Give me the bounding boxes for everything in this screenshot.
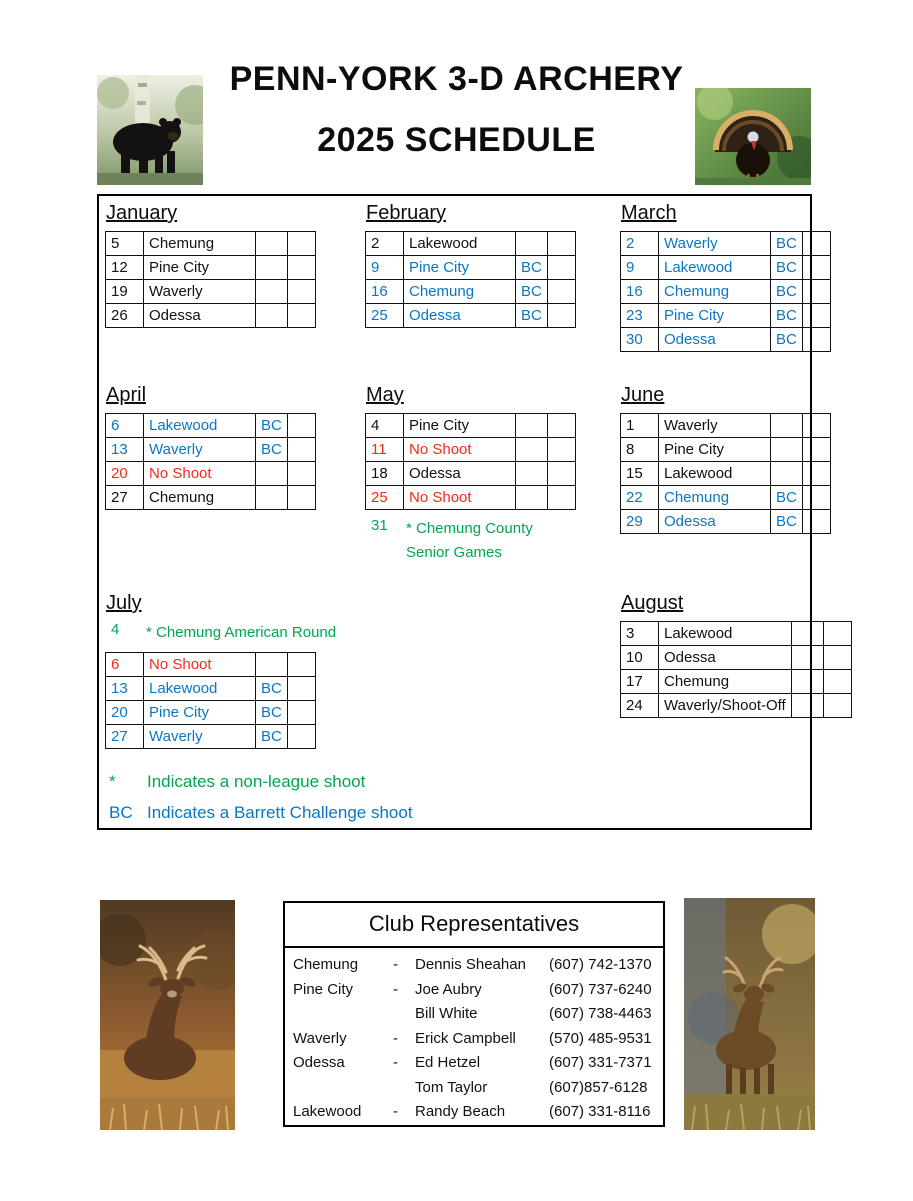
empty-cell — [803, 232, 831, 256]
empty-cell — [803, 462, 831, 486]
month-june — [620, 384, 831, 534]
schedule-row — [106, 653, 316, 677]
bc-cell: BC — [771, 328, 803, 352]
bc-cell: BC — [516, 280, 548, 304]
american-round-note — [106, 621, 336, 645]
schedule-row — [106, 304, 316, 328]
legend-non-league-text: Indicates a non-league shoot — [147, 772, 366, 791]
location-cell: Chemung — [659, 486, 771, 510]
bc-cell: BC — [771, 232, 803, 256]
date-cell: 27 — [106, 725, 144, 749]
schedule-row — [366, 438, 576, 462]
location-cell: Waverly — [659, 232, 771, 256]
location-cell: Chemung — [144, 232, 256, 256]
june-schedule-table — [620, 413, 831, 534]
bc-cell — [256, 280, 288, 304]
empty-cell — [803, 510, 831, 534]
rep-phone: (607) 331-8116 — [549, 1103, 651, 1120]
location-cell: Odessa — [659, 646, 792, 670]
bc-cell: BC — [771, 280, 803, 304]
empty-cell — [548, 486, 576, 510]
rep-dash: - — [393, 956, 398, 973]
schedule-row — [621, 232, 831, 256]
empty-cell — [288, 256, 316, 280]
bc-cell — [516, 438, 548, 462]
month-february — [365, 202, 576, 328]
bc-cell — [516, 486, 548, 510]
date-cell: 13 — [106, 677, 144, 701]
schedule-row — [106, 725, 316, 749]
legend — [105, 772, 413, 834]
bc-cell — [256, 462, 288, 486]
empty-cell — [288, 304, 316, 328]
date-cell: 16 — [621, 280, 659, 304]
date-cell: 10 — [621, 646, 659, 670]
schedule-row — [366, 304, 576, 328]
rep-name: Tom Taylor — [415, 1078, 488, 1096]
date-cell: 20 — [106, 701, 144, 725]
rep-name: Dennis Sheahan — [415, 956, 526, 973]
location-cell: Chemung — [404, 280, 516, 304]
rep-row — [293, 1100, 655, 1125]
empty-cell — [548, 462, 576, 486]
empty-cell — [288, 701, 316, 725]
schedule-row — [621, 510, 831, 534]
senior-games-note — [366, 517, 576, 565]
bc-cell — [256, 256, 288, 280]
empty-cell — [288, 486, 316, 510]
date-cell: 6 — [106, 653, 144, 677]
schedule-row — [366, 280, 576, 304]
empty-cell — [803, 438, 831, 462]
empty-cell — [548, 232, 576, 256]
schedule-row — [366, 462, 576, 486]
empty-cell — [548, 438, 576, 462]
bc-cell — [516, 462, 548, 486]
month-heading: August — [621, 592, 684, 614]
schedule-row — [621, 438, 831, 462]
empty-cell — [548, 256, 576, 280]
bc-cell — [771, 462, 803, 486]
location-cell: No Shoot — [144, 653, 256, 677]
bc-cell — [256, 232, 288, 256]
asterisk-symbol: * — [109, 772, 116, 791]
location-cell: Pine City — [144, 701, 256, 725]
bc-cell — [256, 653, 288, 677]
rep-dash — [393, 1002, 415, 1027]
location-cell: Pine City — [144, 256, 256, 280]
empty-cell — [288, 280, 316, 304]
date-cell: 2 — [621, 232, 659, 256]
empty-cell — [823, 622, 851, 646]
title-line-1: PENN-YORK 3-D ARCHERY — [229, 60, 684, 98]
club-representatives-title: Club Representatives — [285, 903, 663, 948]
empty-cell — [288, 725, 316, 749]
bc-cell: BC — [771, 304, 803, 328]
schedule-row — [621, 328, 831, 352]
april-schedule-table — [105, 413, 316, 510]
rep-club — [293, 1002, 393, 1027]
bc-cell: BC — [516, 304, 548, 328]
empty-cell — [823, 694, 851, 718]
date-cell: 23 — [621, 304, 659, 328]
bc-cell: BC — [516, 256, 548, 280]
empty-cell — [288, 232, 316, 256]
location-cell: Lakewood — [659, 622, 792, 646]
bc-cell: BC — [771, 510, 803, 534]
wild-turkey-photo — [695, 88, 811, 185]
rep-dash — [393, 1076, 415, 1101]
date-cell: 9 — [366, 256, 404, 280]
rep-club: Chemung — [293, 956, 359, 973]
date-cell: 13 — [106, 438, 144, 462]
location-cell: Odessa — [144, 304, 256, 328]
rep-phone: (607) 738-4463 — [549, 1005, 652, 1022]
february-schedule-table — [365, 231, 576, 328]
date-cell: 12 — [106, 256, 144, 280]
location-cell: Lakewood — [404, 232, 516, 256]
rep-club: Odessa — [293, 1054, 345, 1071]
note-text: * Chemung American Round — [146, 624, 337, 641]
bc-cell — [771, 414, 803, 438]
rep-name: Joe Aubry — [415, 980, 482, 998]
empty-cell — [288, 677, 316, 701]
may-schedule-table — [365, 413, 576, 510]
schedule-row — [106, 486, 316, 510]
month-heading: February — [366, 202, 447, 224]
empty-cell — [803, 280, 831, 304]
bc-cell — [516, 232, 548, 256]
rep-name: Randy Beach — [415, 1103, 506, 1120]
bc-cell: BC — [256, 725, 288, 749]
bc-cell: BC — [771, 486, 803, 510]
bc-cell: BC — [256, 677, 288, 701]
location-cell: Odessa — [404, 462, 516, 486]
empty-cell — [823, 646, 851, 670]
rep-name: Erick Campbell — [415, 1029, 516, 1047]
date-cell: 11 — [366, 438, 404, 462]
date-cell: 2 — [366, 232, 404, 256]
empty-cell — [548, 304, 576, 328]
rep-row — [293, 953, 655, 978]
rep-club: Lakewood — [293, 1103, 362, 1120]
rep-row — [293, 1002, 655, 1027]
location-cell: Waverly — [144, 725, 256, 749]
empty-cell — [288, 414, 316, 438]
schedule-row — [621, 694, 852, 718]
rep-name: Ed Hetzel — [415, 1054, 481, 1071]
schedule-row — [106, 280, 316, 304]
legend-non-league — [105, 772, 413, 792]
location-cell: Pine City — [404, 256, 516, 280]
rep-dash: - — [393, 1103, 398, 1120]
bc-cell — [791, 694, 823, 718]
location-cell: Chemung — [659, 280, 771, 304]
location-cell: No Shoot — [404, 438, 516, 462]
schedule-box — [97, 194, 812, 830]
date-cell: 17 — [621, 670, 659, 694]
date-cell: 22 — [621, 486, 659, 510]
schedule-row — [106, 232, 316, 256]
date-cell: 9 — [621, 256, 659, 280]
bc-cell: BC — [256, 701, 288, 725]
schedule-row — [621, 304, 831, 328]
schedule-row — [106, 677, 316, 701]
month-heading: July — [106, 592, 142, 614]
schedule-row — [621, 280, 831, 304]
location-cell: Waverly — [144, 438, 256, 462]
month-heading: June — [621, 384, 665, 406]
date-cell: 27 — [106, 486, 144, 510]
date-cell: 8 — [621, 438, 659, 462]
empty-cell — [548, 414, 576, 438]
bc-cell — [256, 486, 288, 510]
location-cell: Odessa — [659, 510, 771, 534]
bc-cell: BC — [256, 438, 288, 462]
rep-row — [293, 1027, 655, 1052]
bc-cell — [771, 438, 803, 462]
date-cell: 18 — [366, 462, 404, 486]
location-cell: No Shoot — [404, 486, 516, 510]
july-schedule-table — [105, 652, 316, 749]
schedule-row — [106, 414, 316, 438]
bc-cell: BC — [771, 256, 803, 280]
rep-phone: (607) 737-6240 — [549, 980, 652, 998]
bc-cell — [516, 414, 548, 438]
empty-cell — [803, 304, 831, 328]
date-cell: 3 — [621, 622, 659, 646]
schedule-row — [366, 486, 576, 510]
rep-row — [293, 1051, 655, 1076]
note-date: 31 — [371, 517, 388, 534]
rep-row — [293, 1076, 655, 1101]
month-may — [365, 384, 576, 569]
rep-phone: (607)857-6128 — [549, 1078, 648, 1096]
title-line-2: 2025 SCHEDULE — [317, 121, 596, 159]
empty-cell — [823, 670, 851, 694]
note-date: 4 — [111, 621, 120, 638]
location-cell: Pine City — [659, 304, 771, 328]
empty-cell — [803, 328, 831, 352]
schedule-row — [366, 232, 576, 256]
month-heading: April — [106, 384, 147, 406]
schedule-row — [621, 646, 852, 670]
empty-cell — [288, 462, 316, 486]
whitetail-deer-photo-right — [684, 898, 815, 1130]
location-cell: Pine City — [404, 414, 516, 438]
location-cell: Lakewood — [144, 414, 256, 438]
legend-barrett-challenge — [105, 803, 413, 823]
date-cell: 25 — [366, 486, 404, 510]
date-cell: 4 — [366, 414, 404, 438]
month-heading: March — [621, 202, 677, 224]
empty-cell — [288, 438, 316, 462]
location-cell: Waverly/Shoot-Off — [659, 694, 792, 718]
legend-barrett-challenge-text: Indicates a Barrett Challenge shoot — [147, 803, 413, 822]
month-april — [105, 384, 316, 510]
schedule-row — [621, 256, 831, 280]
rep-dash: - — [393, 1054, 398, 1071]
location-cell: Lakewood — [659, 462, 771, 486]
march-schedule-table — [620, 231, 831, 352]
location-cell: Pine City — [659, 438, 771, 462]
bc-cell — [791, 646, 823, 670]
schedule-row — [621, 414, 831, 438]
location-cell: Waverly — [659, 414, 771, 438]
month-march — [620, 202, 831, 352]
note-text: * Chemung County Senior Games — [406, 520, 533, 561]
month-january — [105, 202, 316, 328]
location-cell: Lakewood — [144, 677, 256, 701]
schedule-row — [366, 256, 576, 280]
rep-phone: (607) 331-7371 — [549, 1054, 652, 1071]
location-cell: No Shoot — [144, 462, 256, 486]
date-cell: 25 — [366, 304, 404, 328]
club-representatives-list — [285, 948, 663, 1125]
turkey-illustration — [695, 88, 811, 185]
location-cell: Chemung — [144, 486, 256, 510]
august-schedule-table — [620, 621, 852, 718]
location-cell: Waverly — [144, 280, 256, 304]
date-cell: 15 — [621, 462, 659, 486]
location-cell: Lakewood — [659, 256, 771, 280]
schedule-row — [621, 486, 831, 510]
whitetail-deer-photo-left — [100, 900, 235, 1130]
location-cell: Chemung — [659, 670, 792, 694]
schedule-row — [621, 462, 831, 486]
empty-cell — [803, 256, 831, 280]
date-cell: 26 — [106, 304, 144, 328]
deer-illustration — [684, 898, 815, 1130]
date-cell: 1 — [621, 414, 659, 438]
location-cell: Odessa — [659, 328, 771, 352]
month-august — [620, 592, 852, 718]
date-cell: 20 — [106, 462, 144, 486]
january-schedule-table — [105, 231, 316, 328]
rep-dash: - — [393, 1029, 398, 1047]
date-cell: 30 — [621, 328, 659, 352]
deer-illustration — [100, 900, 235, 1130]
rep-phone: (607) 742-1370 — [549, 956, 652, 973]
rep-phone: (570) 485-9531 — [549, 1029, 652, 1047]
bc-symbol: BC — [109, 803, 133, 822]
schedule-row — [106, 701, 316, 725]
club-representatives-box — [283, 901, 665, 1127]
rep-name: Bill White — [415, 1005, 478, 1022]
empty-cell — [803, 414, 831, 438]
date-cell: 24 — [621, 694, 659, 718]
month-heading: January — [106, 202, 178, 224]
empty-cell — [288, 653, 316, 677]
rep-club: Waverly — [293, 1029, 347, 1047]
rep-row — [293, 978, 655, 1003]
date-cell: 16 — [366, 280, 404, 304]
bc-cell — [791, 670, 823, 694]
schedule-row — [106, 438, 316, 462]
schedule-row — [106, 256, 316, 280]
date-cell: 6 — [106, 414, 144, 438]
month-heading: May — [366, 384, 404, 406]
empty-cell — [803, 486, 831, 510]
rep-dash: - — [393, 980, 398, 998]
date-cell: 19 — [106, 280, 144, 304]
bc-cell — [791, 622, 823, 646]
empty-cell — [548, 280, 576, 304]
rep-club: Pine City — [293, 980, 354, 998]
bc-cell: BC — [256, 414, 288, 438]
schedule-row — [106, 462, 316, 486]
schedule-row — [621, 670, 852, 694]
month-july — [105, 592, 336, 749]
date-cell: 5 — [106, 232, 144, 256]
date-cell: 29 — [621, 510, 659, 534]
rep-club — [293, 1076, 393, 1101]
bc-cell — [256, 304, 288, 328]
location-cell: Odessa — [404, 304, 516, 328]
schedule-row — [366, 414, 576, 438]
schedule-row — [621, 622, 852, 646]
